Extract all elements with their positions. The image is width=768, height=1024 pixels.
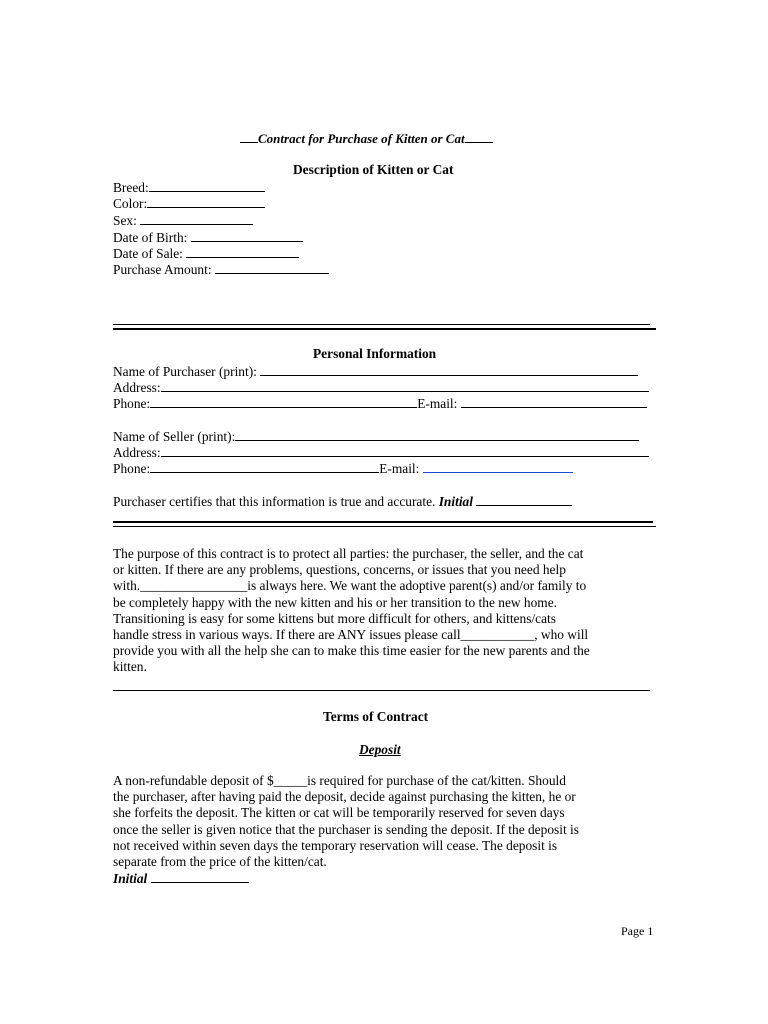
separator-line — [113, 328, 656, 330]
deposit-paragraph — [113, 773, 653, 887]
seller-name-label: Name of Seller (print): — [113, 429, 236, 444]
deposit-initial-label: Initial — [113, 871, 148, 887]
purpose-line: handle stress in various ways. If there are ANY issues please call___________, who will — [113, 627, 589, 643]
date-of-sale-field — [113, 245, 299, 262]
purchaser-phone-blank[interactable] — [150, 395, 417, 408]
deposit-initial-line — [113, 870, 653, 887]
purchase-amount-blank[interactable] — [215, 261, 329, 274]
purchaser-email-label: E-mail: — [417, 396, 461, 411]
contract-title: Contract for Purchase of Kitten or Cat — [258, 131, 465, 146]
dob-field — [113, 229, 303, 246]
purpose-line: kitten. — [113, 659, 147, 675]
purchaser-phone-field — [113, 395, 647, 412]
contract-title-line — [240, 130, 493, 147]
page-number: Page 1 — [621, 924, 654, 938]
purpose-line: The purpose of this contract is to protect all parties: the purchaser, the seller, and the cat — [113, 546, 584, 561]
purpose-line: provide you with all the help she can to make this time easier for the new parents and the — [113, 643, 590, 659]
seller-phone-field — [113, 460, 573, 477]
purchaser-address-field — [113, 379, 649, 396]
purpose-line: Transitioning is easy for some kittens but more difficult for others, and kittens/cats — [113, 610, 556, 626]
dob-blank[interactable] — [191, 229, 303, 242]
seller-email-label: E-mail: — [379, 461, 423, 476]
color-label: Color: — [113, 196, 148, 211]
purchase-amount-field — [113, 261, 329, 278]
certify-initial-label: Initial — [438, 494, 473, 509]
certify-text: Purchaser certifies that this information is true and accurate. — [113, 494, 439, 509]
purchaser-email-blank[interactable] — [461, 395, 647, 408]
breed-label: Breed: — [113, 180, 149, 195]
deposit-initial-blank[interactable] — [151, 870, 249, 883]
separator-line — [113, 521, 653, 523]
seller-name-blank[interactable] — [235, 428, 639, 441]
deposit-line: she forfeits the deposit. The kitten or cat will be temporarily reserved for seven days — [113, 805, 565, 821]
deposit-line: separate from the price of the kitten/cat. — [113, 854, 327, 870]
purchaser-name-field — [113, 363, 638, 380]
separator-line — [113, 324, 650, 325]
seller-address-blank[interactable] — [161, 444, 649, 457]
color-field — [113, 195, 265, 212]
separator-line — [113, 690, 650, 691]
purchaser-phone-label: Phone: — [113, 396, 151, 411]
personal-info-heading: Personal Information — [313, 346, 437, 361]
purchaser-name-blank[interactable] — [260, 363, 638, 376]
seller-name-field — [113, 428, 639, 445]
seller-phone-label: Phone: — [113, 461, 151, 476]
purpose-line: or kitten. If there are any problems, questions, concerns, or issues that you need help — [113, 562, 566, 578]
separator-line — [113, 526, 656, 527]
breed-blank[interactable] — [149, 179, 265, 192]
purchaser-name-label: Name of Purchaser (print): — [113, 364, 261, 379]
sex-label: Sex: — [113, 213, 141, 228]
deposit-title: Deposit — [359, 742, 401, 757]
purpose-line: with.________________is always here. We want the adoptive parent(s) and/or family to — [113, 578, 587, 594]
sex-field — [113, 212, 253, 229]
deposit-line: A non-refundable deposit of $_____is required for purchase of the cat/kitten. Should — [113, 773, 566, 788]
date-of-sale-label: Date of Sale: — [113, 246, 187, 261]
breed-field — [113, 179, 265, 196]
color-blank[interactable] — [147, 195, 265, 208]
purchase-amount-label: Purchase Amount: — [113, 262, 215, 277]
seller-address-field — [113, 444, 649, 461]
seller-phone-blank[interactable] — [150, 460, 379, 473]
purpose-paragraph — [113, 546, 653, 676]
date-of-sale-blank[interactable] — [186, 245, 299, 258]
deposit-line: once the seller is given notice that the purchaser is sending the deposit. If the deposit is — [113, 821, 579, 837]
seller-address-label: Address: — [113, 445, 161, 460]
deposit-line: not received within seven days the temporary reservation will cease. The deposit is — [113, 837, 558, 853]
seller-email-blank[interactable] — [423, 460, 573, 473]
terms-heading: Terms of Contract — [323, 709, 429, 724]
description-heading: Description of Kitten or Cat — [293, 162, 454, 177]
deposit-line: the purchaser, after having paid the deposit, decide against purchasing the kitten, he or — [113, 789, 576, 805]
purpose-line: be completely happy with the new kitten and his or her transition to the new home. — [113, 594, 558, 610]
dob-label: Date of Birth: — [113, 230, 191, 245]
certify-line — [113, 493, 572, 510]
purchaser-address-blank[interactable] — [161, 379, 649, 392]
sex-blank[interactable] — [140, 212, 253, 225]
certify-initial-blank[interactable] — [476, 493, 572, 506]
purchaser-address-label: Address: — [113, 380, 161, 395]
